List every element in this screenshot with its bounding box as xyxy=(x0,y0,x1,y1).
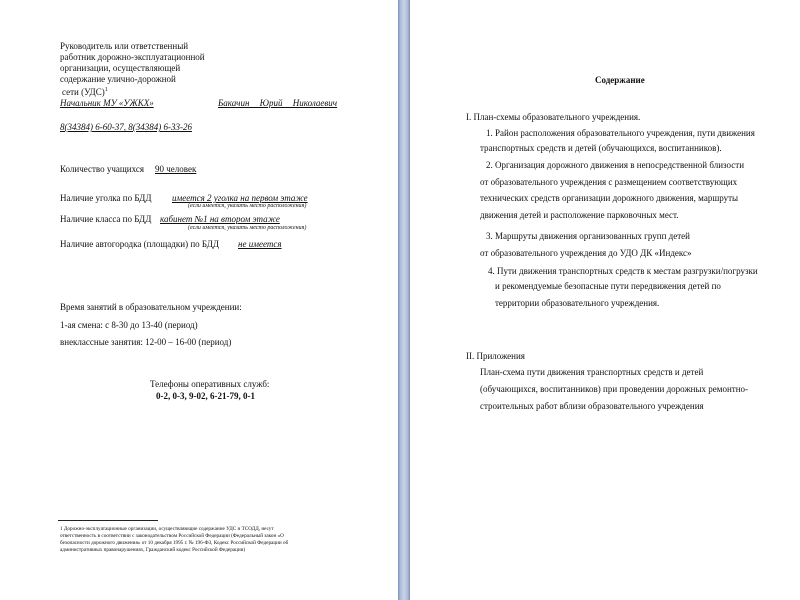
item4-line-3: территории образовательного учреждения. xyxy=(495,298,660,308)
section2-line-3: строительных работ вблизи образовательного учреждения xyxy=(480,401,704,411)
autotown-label: Наличие автогородка (площадки) по БДД xyxy=(60,239,219,249)
footnote-line-2: ответственность в соответствии с законодательством Российской Федерации (Федеральный закон «О xyxy=(60,533,284,539)
item2-line-1: 2. Организация дорожного движения в непосредственной близости xyxy=(486,160,745,170)
emergency-numbers: 0-2, 0-3, 9-02, 6-21-79, 0-1 xyxy=(156,391,255,401)
org-header-line-1: Руководитель или ответственный xyxy=(60,41,189,51)
footnote-line-3: безопасности дорожного движения» от 10 декабря 1995 г. № 196-ФЗ, Кодекс Российской Федерации об xyxy=(60,540,289,546)
head-position: Начальник МУ «УЖКХ» xyxy=(60,98,154,108)
footnote-line-4: административных правонарушениях, Гражданский кодекс Российской Федерации) xyxy=(60,547,246,553)
footnote-separator xyxy=(58,520,158,521)
document-page-right xyxy=(410,0,800,600)
item1-line-2: транспортных средств и детей (обучающихся, воспитанников). xyxy=(480,143,722,153)
bdd-corner-note: (если имеется, указать место расположения) xyxy=(188,203,307,209)
autotown-value: не имеется xyxy=(238,239,282,249)
contents-title: Содержание xyxy=(595,75,645,85)
page-gap xyxy=(398,0,410,600)
item2-line-4: движения детей и расположение парковочных мест. xyxy=(480,210,679,220)
section2-line-1: План-схема пути движения транспортных средств и детей xyxy=(480,367,704,377)
item2-line-2: от образовательного учреждения с размещением соответствующих xyxy=(480,177,738,187)
item3-line-2: от образовательного учреждения до УДО ДК «Индекс» xyxy=(480,248,692,258)
org-header-line-5: сети (УДС)$^1$ xyxy=(62,87,108,97)
org-header-line-4: содержание улично-дорожной xyxy=(60,74,176,84)
emergency-title: Телефоны оперативных служб: xyxy=(150,379,270,389)
bdd-class-value: кабинет №1 на втором этаже xyxy=(160,214,280,224)
schedule-title: Время занятий в образовательном учреждении: xyxy=(60,302,242,312)
item4-line-2: и рекомендуемые безопасные пути передвижения детей по xyxy=(495,281,721,291)
document-page-left xyxy=(0,0,398,600)
bdd-corner-label: Наличие уголка по БДД xyxy=(60,193,152,203)
schedule-extra: внеклассные занятия: 12-00 – 16-00 (период) xyxy=(60,337,232,347)
org-header-line-3: организации, осуществляющей xyxy=(60,63,181,73)
students-label: Количество учащихся xyxy=(60,164,144,174)
footnote-mark[interactable]: 1 xyxy=(104,87,108,93)
phones-line: 8(34384) 6-60-37, 8(34384) 6-33-26 xyxy=(60,122,192,132)
head-name: Бакачин Юрий Николаевич xyxy=(218,98,338,108)
org-header-line-2: работник дорожно-эксплуатационной xyxy=(60,52,205,62)
bdd-class-note: (если имеется, указать место расположения) xyxy=(188,225,307,231)
item1-line-1: 1. Район расположения образовательного учреждения, пути движения xyxy=(486,128,755,138)
bdd-corner-value: имеется 2 уголка на первом этаже xyxy=(172,193,308,203)
item4-line-1: 4. Пути движения транспортных средств к местам разгрузки/погрузки xyxy=(488,266,758,276)
section1-heading: I. План-схемы образовательного учреждения. xyxy=(466,112,641,122)
item3-line-1: 3. Маршруты движения организованных групп детей xyxy=(486,231,690,241)
students-value: 90 человек xyxy=(155,164,197,174)
footnote-line-1: 1 Дорожно-эксплуатационные организации, осуществляющие содержание УДС и ТСОДД, несут xyxy=(60,526,274,532)
item2-line-3: технических средств организации дорожного движения, маршруты xyxy=(480,193,739,203)
section2-heading: II. Приложения xyxy=(466,351,525,361)
bdd-class-label: Наличие класса по БДД xyxy=(60,214,152,224)
schedule-shift1: 1-ая смена: с 8-30 до 13-40 (период) xyxy=(60,320,198,330)
section2-line-2: (обучающихся, воспитанников) при проведении дорожных ремонтно- xyxy=(480,384,749,394)
